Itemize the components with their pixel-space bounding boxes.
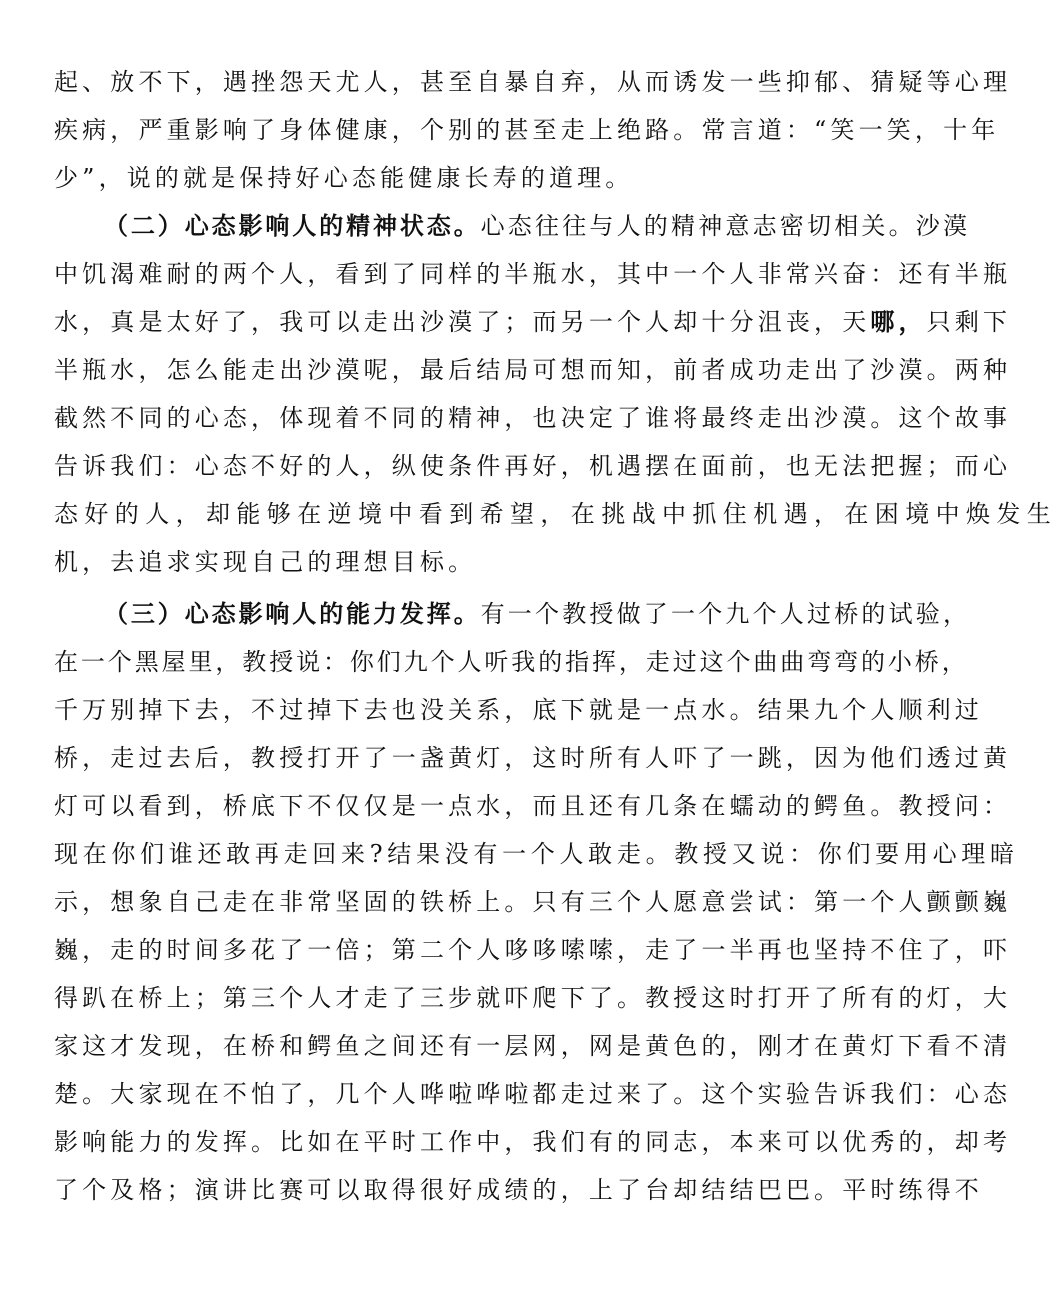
- text-line: 桥，走过去后，教授打开了一盏黄灯，这时所有人吓了一跳，因为他们透过黄: [54, 744, 1012, 772]
- section-heading-three: （三）心态影响人的能力发挥。: [104, 599, 481, 628]
- text-line: 疾病，严重影响了身体健康，个别的甚至走上绝路。常言道：“笑一笑，十年: [54, 116, 1000, 144]
- text-line: 告诉我们：心态不好的人，纵使条件再好，机遇摆在面前，也无法把握；而心: [54, 452, 1012, 480]
- text-line: 半瓶水，怎么能走出沙漠呢，最后结局可想而知，前者成功走出了沙漠。两种: [54, 356, 1012, 384]
- text-line: 巍，走的时间多花了一倍；第二个人哆哆嗦嗦，走了一半再也坚持不住了，吓: [54, 936, 1012, 964]
- text-line: 在一个黑屋里，教授说：你们九个人听我的指挥，走过这个曲曲弯弯的小桥，: [54, 648, 969, 676]
- text-line: 家这才发现，在桥和鳄鱼之间还有一层网，网是黄色的，刚才在黄灯下看不清: [54, 1032, 1012, 1060]
- text-line: 中饥渴难耐的两个人，看到了同样的半瓶水，其中一个人非常兴奋：还有半瓶: [54, 260, 1012, 288]
- section-heading-two: （二）心态影响人的精神状态。: [104, 211, 481, 240]
- emphasis-word: 哪，: [870, 307, 927, 336]
- text-line: 了个及格；演讲比赛可以取得很好成绩的，上了台却结结巴巴。平时练得不: [54, 1176, 983, 1204]
- section-heading-line: （三）心态影响人的能力发挥。有一个教授做了一个九个人过桥的试验，: [0, 594, 920, 634]
- text-line: 楚。大家现在不怕了，几个人哗啦哗啦都走过来了。这个实验告诉我们：心态: [54, 1080, 1012, 1108]
- section-heading-line: （二）心态影响人的精神状态。心态往往与人的精神意志密切相关。沙漠: [0, 206, 920, 246]
- text-line: 起、放不下，遇挫怨天尤人，甚至自暴自弃，从而诱发一些抑郁、猜疑等心理: [54, 68, 1012, 96]
- text-line: 现在你们谁还敢再走回来?结果没有一个人敢走。教授又说：你们要用心理暗: [54, 840, 1019, 868]
- text-line: 水，真是太好了，我可以走出沙漠了；而另一个人却十分沮丧，天哪，只剩下: [0, 302, 920, 342]
- text-line: 得趴在桥上；第三个人才走了三步就吓爬下了。教授这时打开了所有的灯，大: [54, 984, 1012, 1012]
- text-line: 截然不同的心态，体现着不同的精神，也决定了谁将最终走出沙漠。这个故事: [54, 404, 1012, 432]
- text-line: 千万别掉下去，不过掉下去也没关系，底下就是一点水。结果九个人顺利过: [54, 696, 983, 724]
- text-line: 机，去追求实现自己的理想目标。: [54, 548, 477, 576]
- text-line: 灯可以看到，桥底下不仅仅是一点水，而且还有几条在蠕动的鳄鱼。教授问：: [54, 792, 1012, 820]
- text-line: 态好的人，却能够在逆境中看到希望，在挑战中抓住机遇，在困境中焕发生: [54, 500, 1057, 528]
- text-line: 少”，说的就是保持好心态能健康长寿的道理。: [54, 164, 634, 192]
- text-line: 影响能力的发挥。比如在平时工作中，我们有的同志，本来可以优秀的，却考: [54, 1128, 1012, 1156]
- text-line: 示，想象自己走在非常坚固的铁桥上。只有三个人愿意尝试：第一个人颤颤巍: [54, 888, 1012, 916]
